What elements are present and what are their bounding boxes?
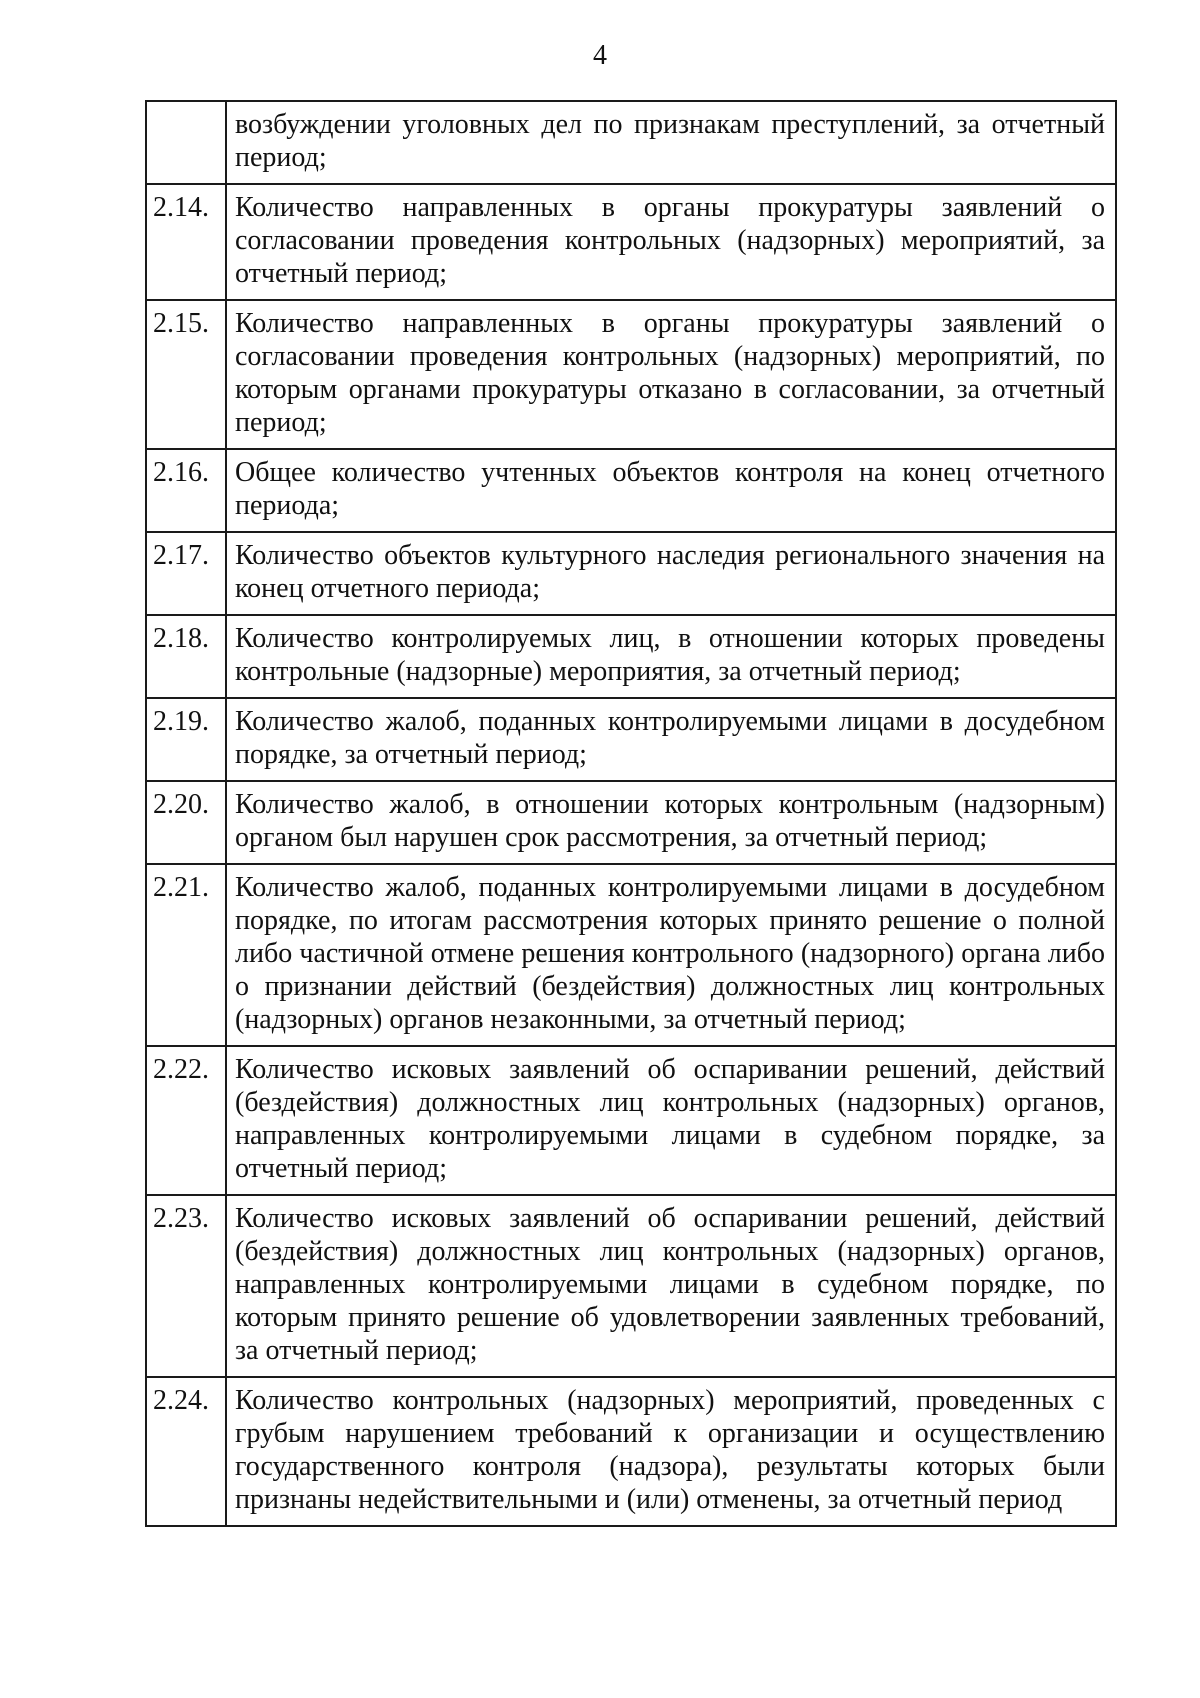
row-number: 2.15. (146, 300, 226, 449)
row-number: 2.16. (146, 449, 226, 532)
row-text: Количество объектов культурного наследия регионального значения на конец отчетного периода; (226, 532, 1116, 615)
row-text: Количество направленных в органы прокуратуры заявлений о согласовании проведения контрольных (надзорных) мероприятий, за отчетный период; (226, 184, 1116, 300)
row-text: Количество контрольных (надзорных) мероприятий, проведенных с грубым нарушением требований к организации и осуществлению государственного контроля (надзора), результаты которых были признаны недействительными и (или) отменены, за отчетный период (226, 1377, 1116, 1526)
table-row (146, 101, 1116, 184)
row-number: 2.22. (146, 1046, 226, 1195)
row-text: Количество контролируемых лиц, в отношении которых проведены контрольные (надзорные) мероприятия, за отчетный период; (226, 615, 1116, 698)
indicators-table (145, 100, 1117, 1527)
table-row (146, 300, 1116, 449)
table-row (146, 864, 1116, 1046)
row-text: Количество жалоб, поданных контролируемыми лицами в досудебном порядке, по итогам рассмотрения которых принято решение о полной либо частичной отмене решения контрольного (надзорного) органа либо о признании действий (бездействия) должностных лиц контрольных (надзорных) органов незаконными, за отчетный период; (226, 864, 1116, 1046)
row-text: Количество направленных в органы прокуратуры заявлений о согласовании проведения контрольных (надзорных) мероприятий, по которым органами прокуратуры отказано в согласовании, за отчетный период; (226, 300, 1116, 449)
row-text: Количество исковых заявлений об оспаривании решений, действий (бездействия) должностных лиц контрольных (надзорных) органов, направленных контролируемыми лицами в судебном порядке, за отчетный период; (226, 1046, 1116, 1195)
table-row (146, 1195, 1116, 1377)
table-row (146, 1046, 1116, 1195)
row-number: 2.19. (146, 698, 226, 781)
row-number (146, 101, 226, 184)
table-row (146, 615, 1116, 698)
row-number: 2.17. (146, 532, 226, 615)
table-row (146, 1377, 1116, 1526)
row-text: Количество жалоб, в отношении которых контрольным (надзорным) органом был нарушен срок рассмотрения, за отчетный период; (226, 781, 1116, 864)
row-number: 2.21. (146, 864, 226, 1046)
row-text: Количество исковых заявлений об оспаривании решений, действий (бездействия) должностных лиц контрольных (надзорных) органов, направленных контролируемыми лицами в судебном порядке, по которым принято решение об удовлетворении заявленных требований, за отчетный период; (226, 1195, 1116, 1377)
row-text: Общее количество учтенных объектов контроля на конец отчетного периода; (226, 449, 1116, 532)
row-number: 2.24. (146, 1377, 226, 1526)
table-row (146, 532, 1116, 615)
row-number: 2.18. (146, 615, 226, 698)
row-text: Количество жалоб, поданных контролируемыми лицами в досудебном порядке, за отчетный период; (226, 698, 1116, 781)
row-text: возбуждении уголовных дел по признакам преступлений, за отчетный период; (226, 101, 1116, 184)
table-row (146, 449, 1116, 532)
row-number: 2.14. (146, 184, 226, 300)
table-row (146, 184, 1116, 300)
row-number: 2.23. (146, 1195, 226, 1377)
page-number: 4 (593, 40, 607, 71)
table-row (146, 698, 1116, 781)
table-row (146, 781, 1116, 864)
row-number: 2.20. (146, 781, 226, 864)
